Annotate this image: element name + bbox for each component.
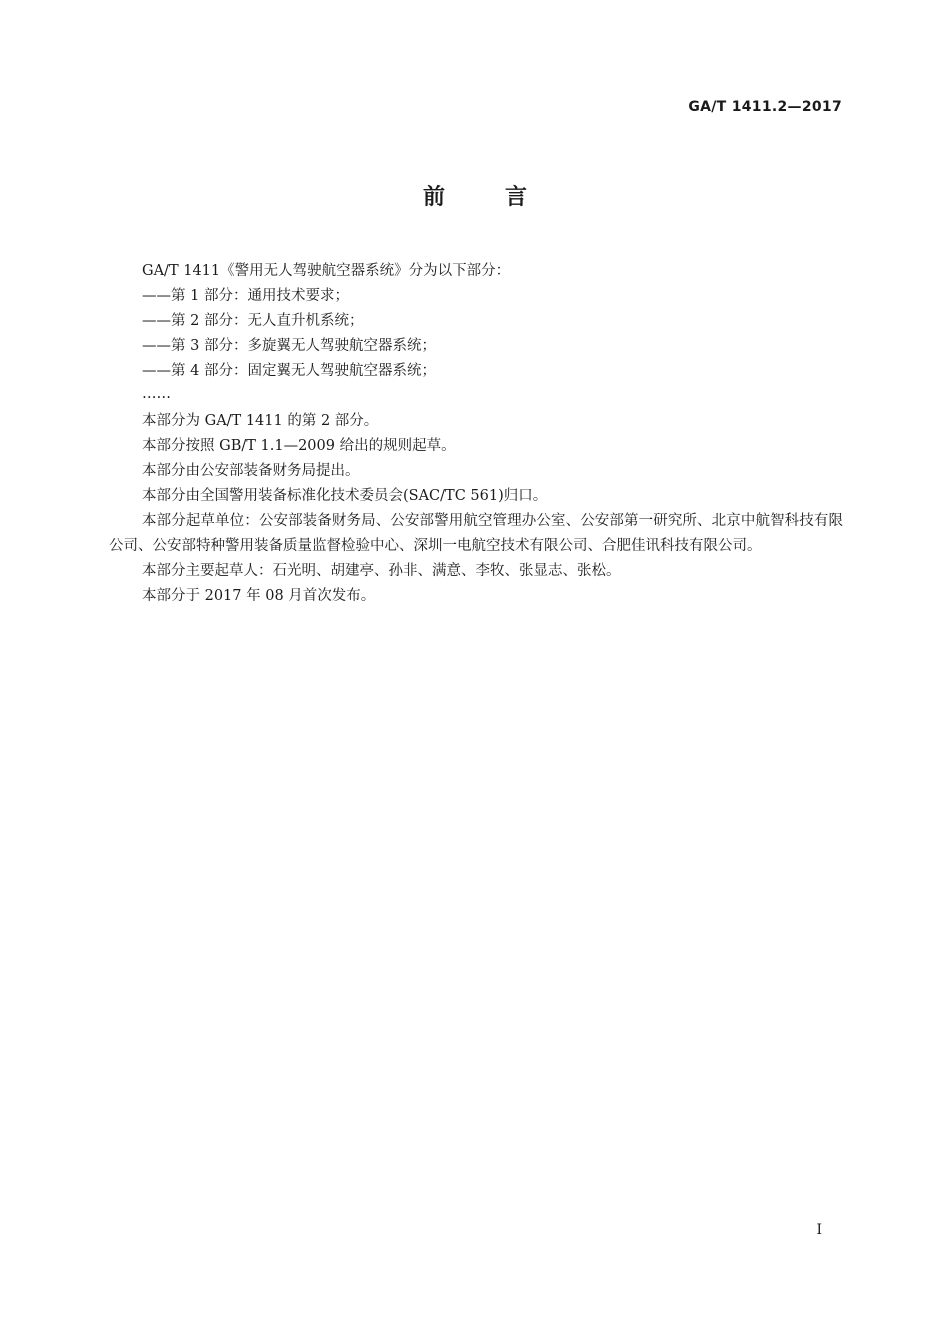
foreword-body	[109, 259, 843, 609]
paragraph-part-statement: 本部分为 GA/T 1411 的第 2 部分。	[142, 413, 379, 429]
paragraph-drafting-rules: 本部分按照 GB/T 1.1—2009 给出的规则起草。	[142, 438, 456, 454]
list-ellipsis: ……	[142, 386, 171, 402]
paragraph-technical-committee: 本部分由全国警用装备标准化技术委员会(SAC/TC 561)归口。	[142, 488, 548, 504]
list-item-part-2: ——第 2 部分：无人直升机系统；	[142, 313, 364, 329]
standard-number: GA/T 1411.2—2017	[688, 99, 842, 115]
list-item-part-4: ——第 4 部分：固定翼无人驾驶航空器系统；	[142, 363, 436, 379]
paragraph-intro: GA/T 1411《警用无人驾驶航空器系统》分为以下部分：	[142, 263, 511, 279]
paragraph-drafting-units: 本部分起草单位：公安部装备财务局、公安部警用航空管理办公室、公安部第一研究所、北京中航智科技有限公司、公安部特种警用装备质量监督检验中心、深圳一电航空技术有限公司、合肥佳讯科技有限公司。	[109, 513, 843, 554]
paragraph-drafters: 本部分主要起草人：石光明、胡建亭、孙非、满意、李牧、张显志、张松。	[142, 563, 621, 579]
list-item-part-1: ——第 1 部分：通用技术要求；	[142, 288, 349, 304]
paragraph-release-date: 本部分于 2017 年 08 月首次发布。	[142, 588, 376, 604]
page-title: 前言	[422, 185, 587, 210]
paragraph-proposer: 本部分由公安部装备财务局提出。	[142, 463, 360, 479]
page-number: I	[816, 1222, 822, 1238]
list-item-part-3: ——第 3 部分：多旋翼无人驾驶航空器系统；	[142, 338, 436, 354]
